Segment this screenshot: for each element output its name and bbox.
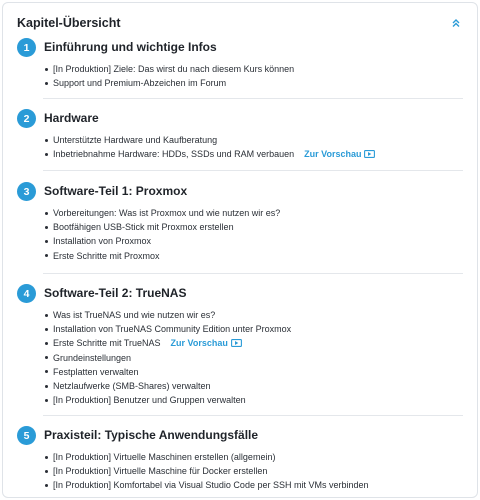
- lesson-item-with-preview: [44, 147, 375, 161]
- lesson-item: Erste Schritte mit Proxmox: [44, 249, 280, 263]
- lesson-item: Unterstützte Hardware und Kaufberatung: [44, 133, 375, 147]
- chapter-number-badge: 4: [17, 284, 36, 303]
- lesson-label: Inbetriebnahme Hardware: HDDs, SSDs und RAM verbauen: [53, 149, 295, 160]
- lesson-item: Grundeinstellungen: [44, 351, 291, 365]
- chapter-overview-card: [2, 2, 478, 498]
- chapter-title: Software-Teil 1: Proxmox: [44, 184, 188, 198]
- play-screen-icon: [364, 150, 375, 158]
- preview-link[interactable]: [171, 338, 242, 348]
- lesson-list: [44, 206, 280, 263]
- chapter-title: Praxisteil: Typische Anwendungsfälle: [44, 428, 259, 442]
- lesson-list: [44, 62, 294, 90]
- divider: [43, 98, 463, 99]
- lesson-item: Installation von TrueNAS Community Edition unter Proxmox: [44, 322, 291, 336]
- preview-label: Zur Vorschau: [304, 149, 362, 160]
- lesson-item: Vorbereitungen: Was ist Proxmox und wie nutzen wir es?: [44, 206, 280, 220]
- lesson-item: Bootfähigen USB-Stick mit Proxmox erstellen: [44, 220, 280, 234]
- lesson-item: [In Produktion] Ziele: Das wirst du nach diesem Kurs können: [44, 62, 294, 76]
- lesson-label: Erste Schritte mit TrueNAS: [53, 338, 161, 349]
- lesson-list: [44, 308, 291, 407]
- lesson-item: Netzlaufwerke (SMB-Shares) verwalten: [44, 379, 291, 393]
- lesson-item: [In Produktion] Komfortabel via Visual Studio Code per SSH mit VMs verbinden: [44, 478, 369, 492]
- play-screen-icon: [231, 339, 242, 347]
- divider: [43, 415, 463, 416]
- divider: [43, 170, 463, 171]
- double-chevron-up-icon: [451, 18, 461, 28]
- lesson-item: Installation von Proxmox: [44, 234, 280, 248]
- lesson-item: [In Produktion] Virtuelle Maschinen erstellen (allgemein): [44, 450, 369, 464]
- lesson-list: [44, 133, 375, 161]
- lesson-item-with-preview: [44, 336, 291, 350]
- page-title: Kapitel-Übersicht: [17, 16, 121, 30]
- lesson-item: Was ist TrueNAS und wie nutzen wir es?: [44, 308, 291, 322]
- chapter-number-badge: 2: [17, 109, 36, 128]
- chapter-title: Software-Teil 2: TrueNAS: [44, 286, 187, 300]
- chapter-number-badge: 5: [17, 426, 36, 445]
- chapter-number-badge: 1: [17, 38, 36, 57]
- chapter-title: Einführung und wichtige Infos: [44, 40, 217, 54]
- collapse-button[interactable]: [449, 16, 463, 30]
- preview-label: Zur Vorschau: [170, 338, 228, 349]
- lesson-item: [In Produktion] Benutzer und Gruppen verwalten: [44, 393, 291, 407]
- chapter-number-badge: 3: [17, 182, 36, 201]
- lesson-item: Support und Premium-Abzeichen im Forum: [44, 76, 294, 90]
- lesson-item: Festplatten verwalten: [44, 365, 291, 379]
- lesson-item: [In Produktion] Virtuelle Maschine für Docker erstellen: [44, 464, 369, 478]
- chapter-title: Hardware: [44, 111, 99, 125]
- lesson-list: [44, 450, 369, 493]
- divider: [43, 273, 463, 274]
- preview-link[interactable]: [304, 149, 375, 159]
- chapter-overview-header: [17, 14, 463, 32]
